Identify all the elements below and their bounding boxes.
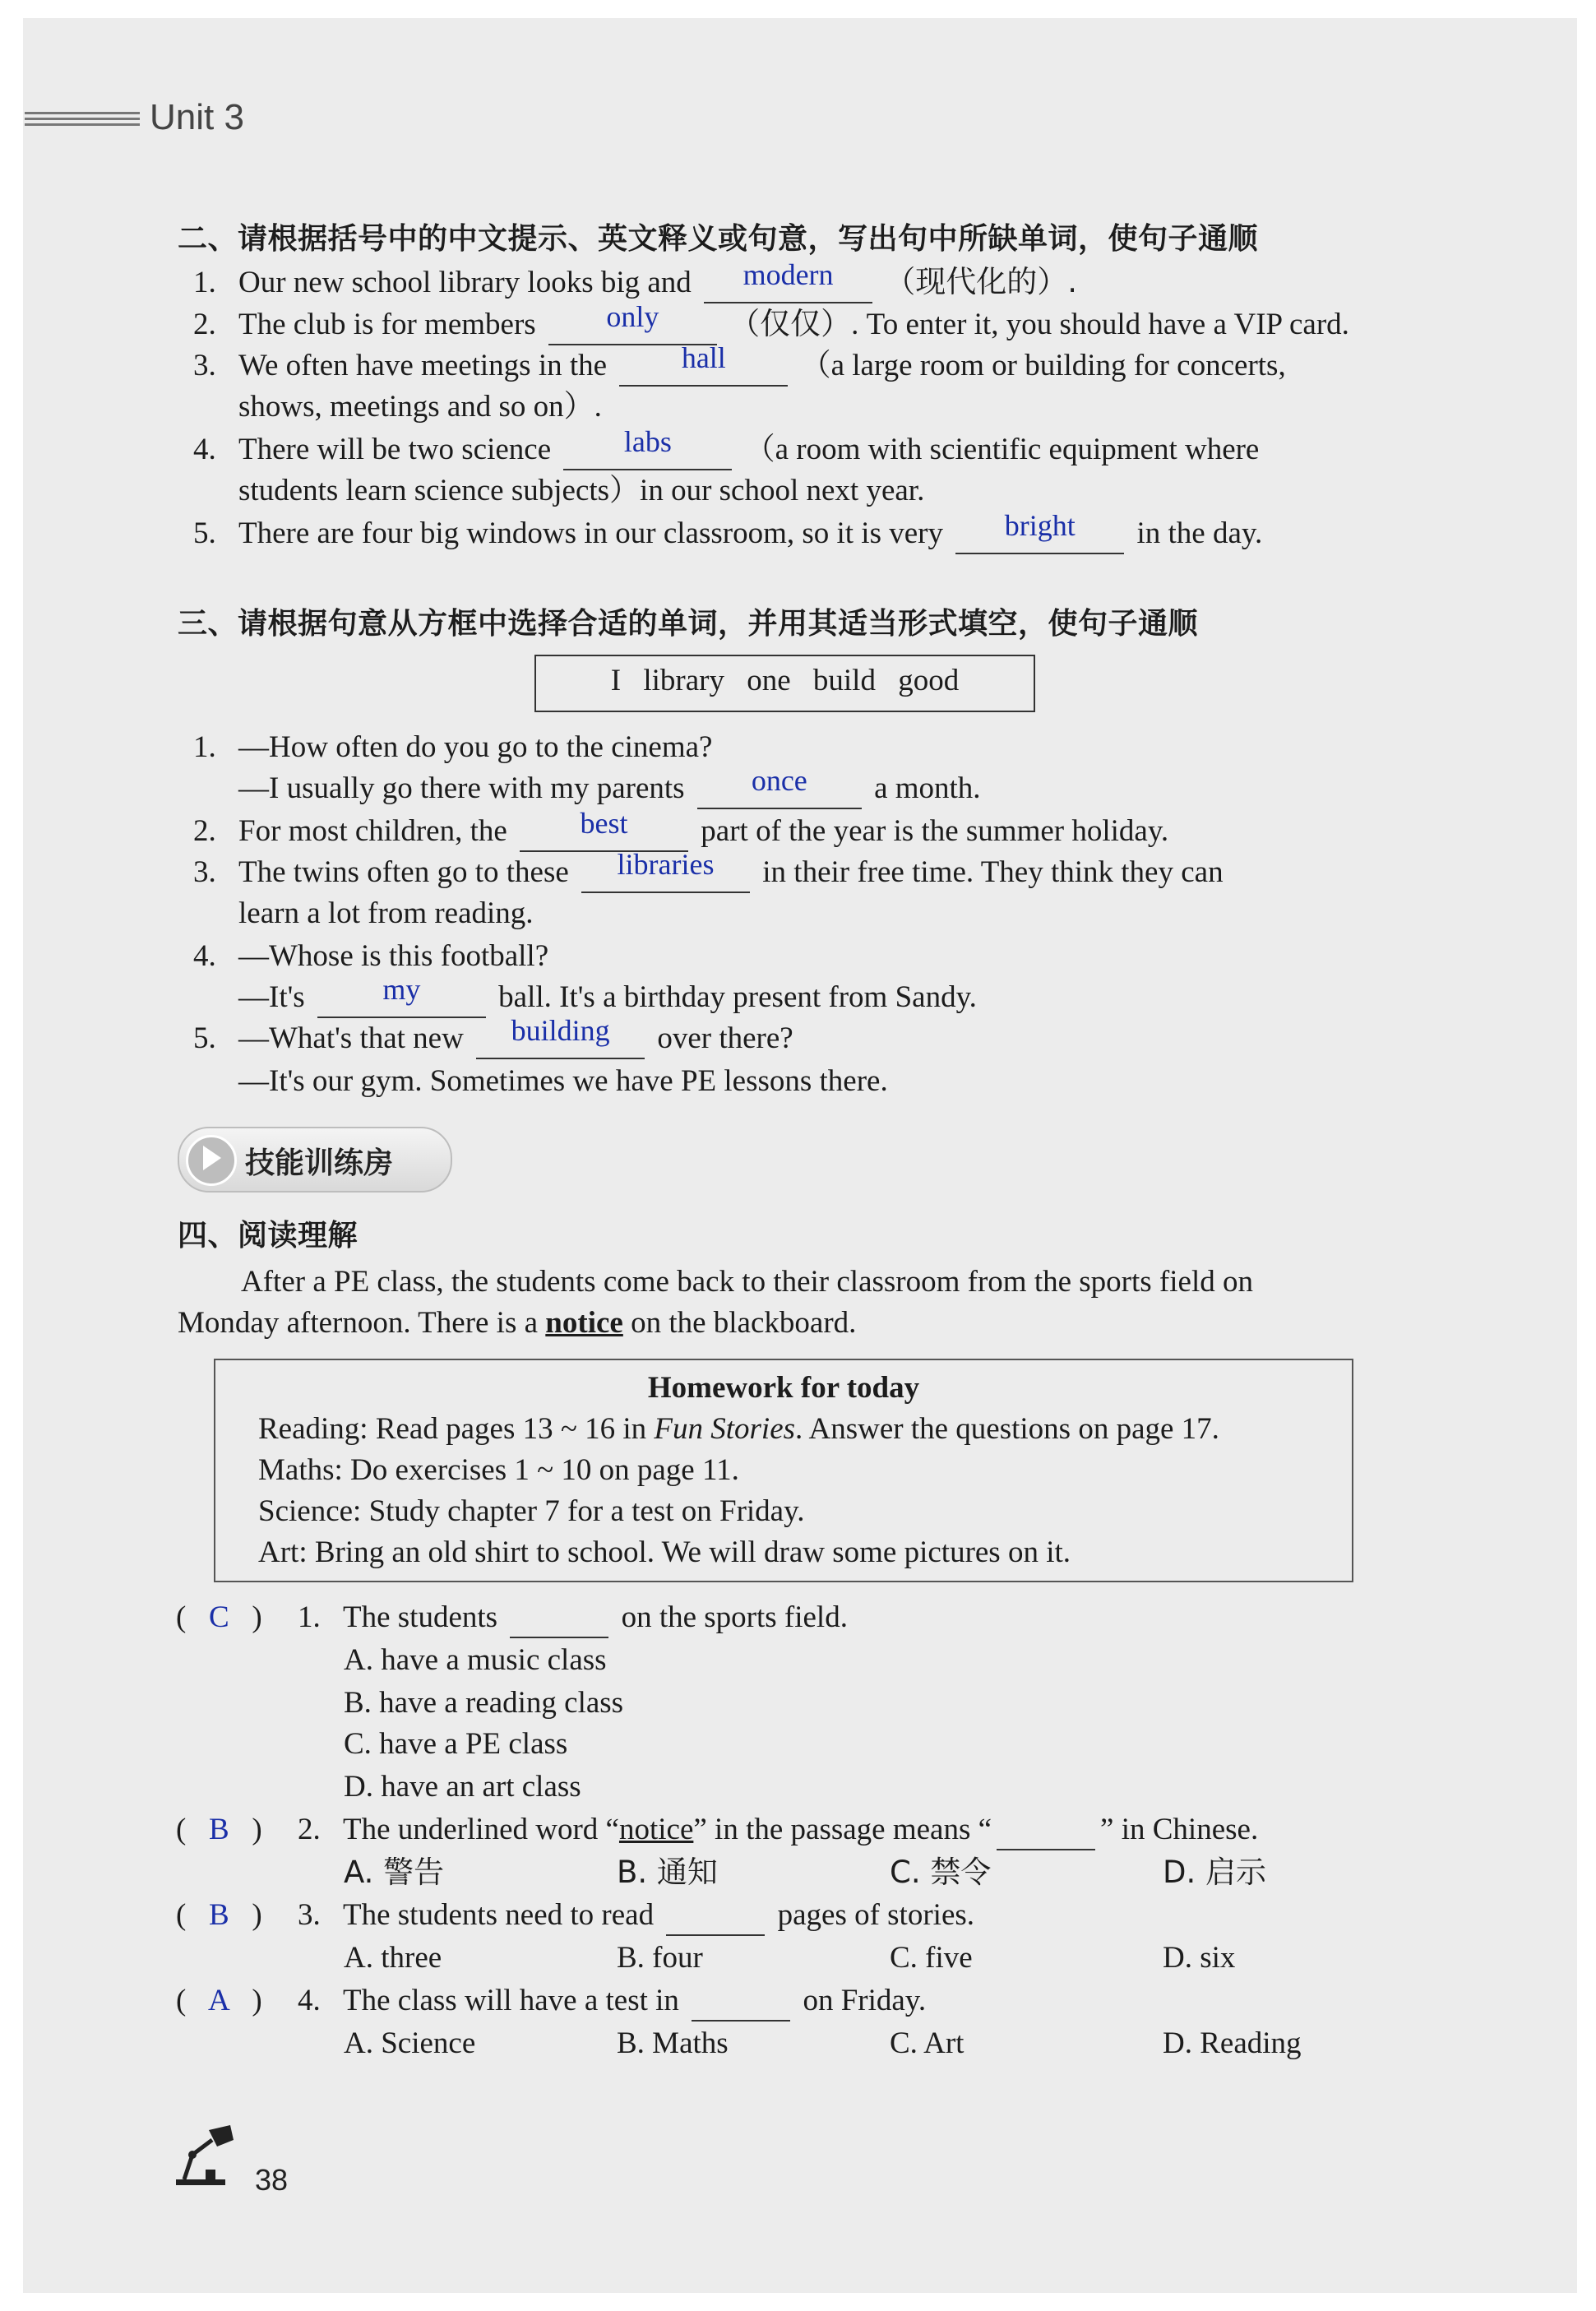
question-text: The underlined word “ — [343, 1813, 619, 1846]
q4-option-b[interactable]: B. Maths — [617, 2026, 729, 2060]
q3-option-d[interactable]: D. six — [1163, 1941, 1236, 1975]
s3-item-5-continuation: —It's our gym. Sometimes we have PE lessons there. — [238, 1064, 888, 1098]
q1-answer: C — [208, 1600, 229, 1634]
q2-answer: B — [208, 1813, 229, 1846]
q4-option-c[interactable]: C. Art — [890, 2026, 965, 2060]
q3-option-b[interactable]: B. four — [617, 1941, 703, 1975]
skills-banner — [178, 1127, 452, 1193]
q1-option-a[interactable]: A. have a music class — [344, 1643, 607, 1677]
q4-stem — [298, 1980, 926, 2022]
answer-blank[interactable] — [619, 341, 788, 387]
header-decoration — [25, 112, 140, 132]
handwritten-answer: best — [580, 807, 628, 840]
s2-item-3-continuation: shows, meetings and so on）. — [238, 390, 602, 424]
answer-blank[interactable] — [563, 425, 732, 470]
q4-answer-parens[interactable]: ( A ) — [176, 1980, 262, 2022]
question-number: 1. — [298, 1600, 321, 1634]
item-text: in the day. — [1136, 516, 1263, 550]
play-triangle — [203, 1146, 221, 1170]
section-3-title: 三、请根据句意从方框中选择合适的单词，并用其适当形式填空，使句子通顺 — [178, 607, 1199, 641]
item-text: ball. It's a birthday present from Sandy. — [498, 980, 977, 1014]
item-text: —What's that new — [238, 1021, 464, 1055]
handwritten-answer: building — [511, 1014, 610, 1047]
q4-answer: A — [207, 1984, 230, 2017]
answer-blank[interactable] — [955, 509, 1124, 554]
item-text: There are four big windows in our classroom, so it is very — [238, 516, 943, 550]
item-text: The twins often go to these — [238, 855, 569, 889]
question-blank — [666, 1906, 765, 1936]
item-text: in their free time. They think they can — [762, 855, 1224, 889]
section-4-title: 四、阅读理解 — [178, 1219, 359, 1253]
desk-lamp-icon — [173, 2122, 238, 2188]
question-text: The students need to read — [343, 1898, 655, 1932]
item-text: （a large room or building for concerts, — [800, 349, 1286, 382]
answer-blank[interactable] — [476, 1014, 645, 1059]
handwritten-answer: labs — [623, 425, 672, 458]
question-text: The students — [343, 1600, 498, 1634]
book-title: Fun Stories — [654, 1412, 796, 1446]
handwritten-answer: once — [751, 764, 807, 797]
q2-option-d[interactable]: D. 启示 — [1163, 1855, 1267, 1890]
item-number: 2. — [193, 814, 216, 848]
word-box — [534, 655, 1035, 712]
q1-option-d[interactable]: D. have an art class — [344, 1770, 581, 1804]
q3-answer-parens[interactable]: ( B ) — [176, 1895, 262, 1936]
underlined-word: notice — [618, 1813, 694, 1846]
homework-text: Reading: Read pages 13 ~ 16 in — [258, 1412, 647, 1446]
question-number: 4. — [298, 1984, 321, 2017]
question-number: 3. — [298, 1898, 321, 1932]
item-number: 1. — [193, 730, 216, 764]
item-number: 5. — [193, 1021, 216, 1055]
item-text: There will be two science — [238, 433, 552, 466]
passage-line-2 — [178, 1303, 856, 1344]
homework-notice-box — [214, 1359, 1353, 1582]
item-text: Our new school library looks big and — [238, 266, 692, 299]
item-number: 1. — [193, 266, 216, 299]
q2-stem — [298, 1809, 1258, 1850]
homework-text: . Answer the questions on page 17. — [795, 1412, 1219, 1446]
q3-stem — [298, 1895, 974, 1936]
s3-item-1-question — [193, 727, 712, 768]
q4-option-d[interactable]: D. Reading — [1163, 2026, 1302, 2060]
item-text: We often have meetings in the — [238, 349, 608, 382]
q2-option-a[interactable]: A. 警告 — [344, 1855, 445, 1890]
s2-item-4-continuation: students learn science subjects）in our school next year. — [238, 474, 925, 507]
item-text: —It's — [238, 980, 305, 1014]
handwritten-answer: hall — [681, 341, 726, 374]
notice-word: notice — [545, 1306, 623, 1340]
homework-maths: Maths: Do exercises 1 ~ 10 on page 11. — [258, 1453, 739, 1487]
q4-option-a[interactable]: A. Science — [344, 2026, 476, 2060]
question-text: ” in Chinese. — [1100, 1813, 1259, 1846]
item-number: 4. — [193, 433, 216, 466]
item-number: 5. — [193, 516, 216, 550]
handwritten-answer: my — [382, 973, 421, 1006]
homework-science: Science: Study chapter 7 for a test on Friday. — [258, 1494, 805, 1528]
homework-art: Art: Bring an old shirt to school. We will draw some pictures on it. — [258, 1535, 1071, 1569]
item-text: （现代化的）. — [885, 264, 1078, 299]
s3-item-5 — [193, 1014, 793, 1059]
q2-option-b[interactable]: B. 通知 — [617, 1855, 718, 1890]
question-blank — [692, 1992, 790, 2022]
item-text: —I usually go there with my parents — [238, 771, 685, 805]
item-number: 3. — [193, 855, 216, 889]
item-number: 2. — [193, 308, 216, 341]
q3-answer: B — [208, 1898, 229, 1932]
question-text: ” in the passage means “ — [693, 1813, 992, 1846]
unit-title: Unit 3 — [150, 97, 244, 137]
q2-option-c[interactable]: C. 禁令 — [890, 1855, 992, 1890]
question-text: on the sports field. — [621, 1600, 848, 1634]
handwritten-answer: libraries — [617, 848, 715, 881]
answer-blank[interactable] — [704, 258, 872, 303]
q3-option-c[interactable]: C. five — [890, 1941, 973, 1975]
page-number: 38 — [255, 2163, 289, 2197]
q3-option-a[interactable]: A. three — [344, 1941, 442, 1975]
item-text: part of the year is the summer holiday. — [701, 814, 1169, 848]
item-text: For most children, the — [238, 814, 507, 848]
item-text: over there? — [657, 1021, 793, 1055]
item-number: 4. — [193, 939, 216, 973]
item-text: （仅仅）. To enter it, you should have a VIP card. — [729, 308, 1349, 341]
s2-item-4 — [193, 425, 1260, 470]
passage-line-1: After a PE class, the students come back to their classroom from the sports field on — [241, 1265, 1253, 1299]
q1-stem — [298, 1597, 848, 1638]
homework-title: Homework for today — [647, 1371, 920, 1405]
item-text: （a room with scientific equipment where — [744, 433, 1260, 466]
s2-item-3 — [193, 341, 1286, 387]
item-text: a month. — [874, 771, 981, 805]
handwritten-answer: bright — [1004, 509, 1076, 542]
item-number: 3. — [193, 349, 216, 382]
q1-option-b[interactable]: B. have a reading class — [344, 1686, 624, 1720]
answer-blank[interactable] — [317, 973, 486, 1018]
q1-answer-parens[interactable]: ( C ) — [176, 1597, 262, 1638]
question-text: The class will have a test in — [343, 1984, 679, 2017]
q1-option-c[interactable]: C. have a PE class — [344, 1727, 568, 1761]
s3-item-3 — [193, 848, 1224, 893]
item-text: —Whose is this football? — [238, 939, 549, 973]
answer-blank[interactable] — [581, 848, 750, 893]
passage-text: Monday afternoon. There is a — [178, 1306, 539, 1340]
item-text: —How often do you go to the cinema? — [238, 730, 713, 764]
s2-item-5 — [193, 509, 1263, 554]
passage-text: on the blackboard. — [631, 1306, 857, 1340]
question-text: on Friday. — [803, 1984, 927, 2017]
word-box-words: I library one build good — [610, 664, 960, 697]
section-2-title: 二、请根据括号中的中文提示、英文释义或句意，写出句中所缺单词，使句子通顺 — [178, 222, 1259, 256]
skills-banner-label: 技能训练房 — [245, 1146, 394, 1180]
item-text: The club is for members — [238, 308, 536, 341]
question-number: 2. — [298, 1813, 321, 1846]
question-blank — [997, 1821, 1095, 1850]
question-text: pages of stories. — [777, 1898, 975, 1932]
s3-item-3-continuation: learn a lot from reading. — [238, 896, 534, 930]
answer-blank[interactable] — [697, 764, 862, 809]
question-blank — [510, 1609, 608, 1638]
q2-answer-parens[interactable]: ( B ) — [176, 1809, 262, 1850]
handwritten-answer: only — [606, 300, 659, 333]
homework-reading — [258, 1411, 1219, 1447]
handwritten-answer: modern — [742, 258, 834, 291]
